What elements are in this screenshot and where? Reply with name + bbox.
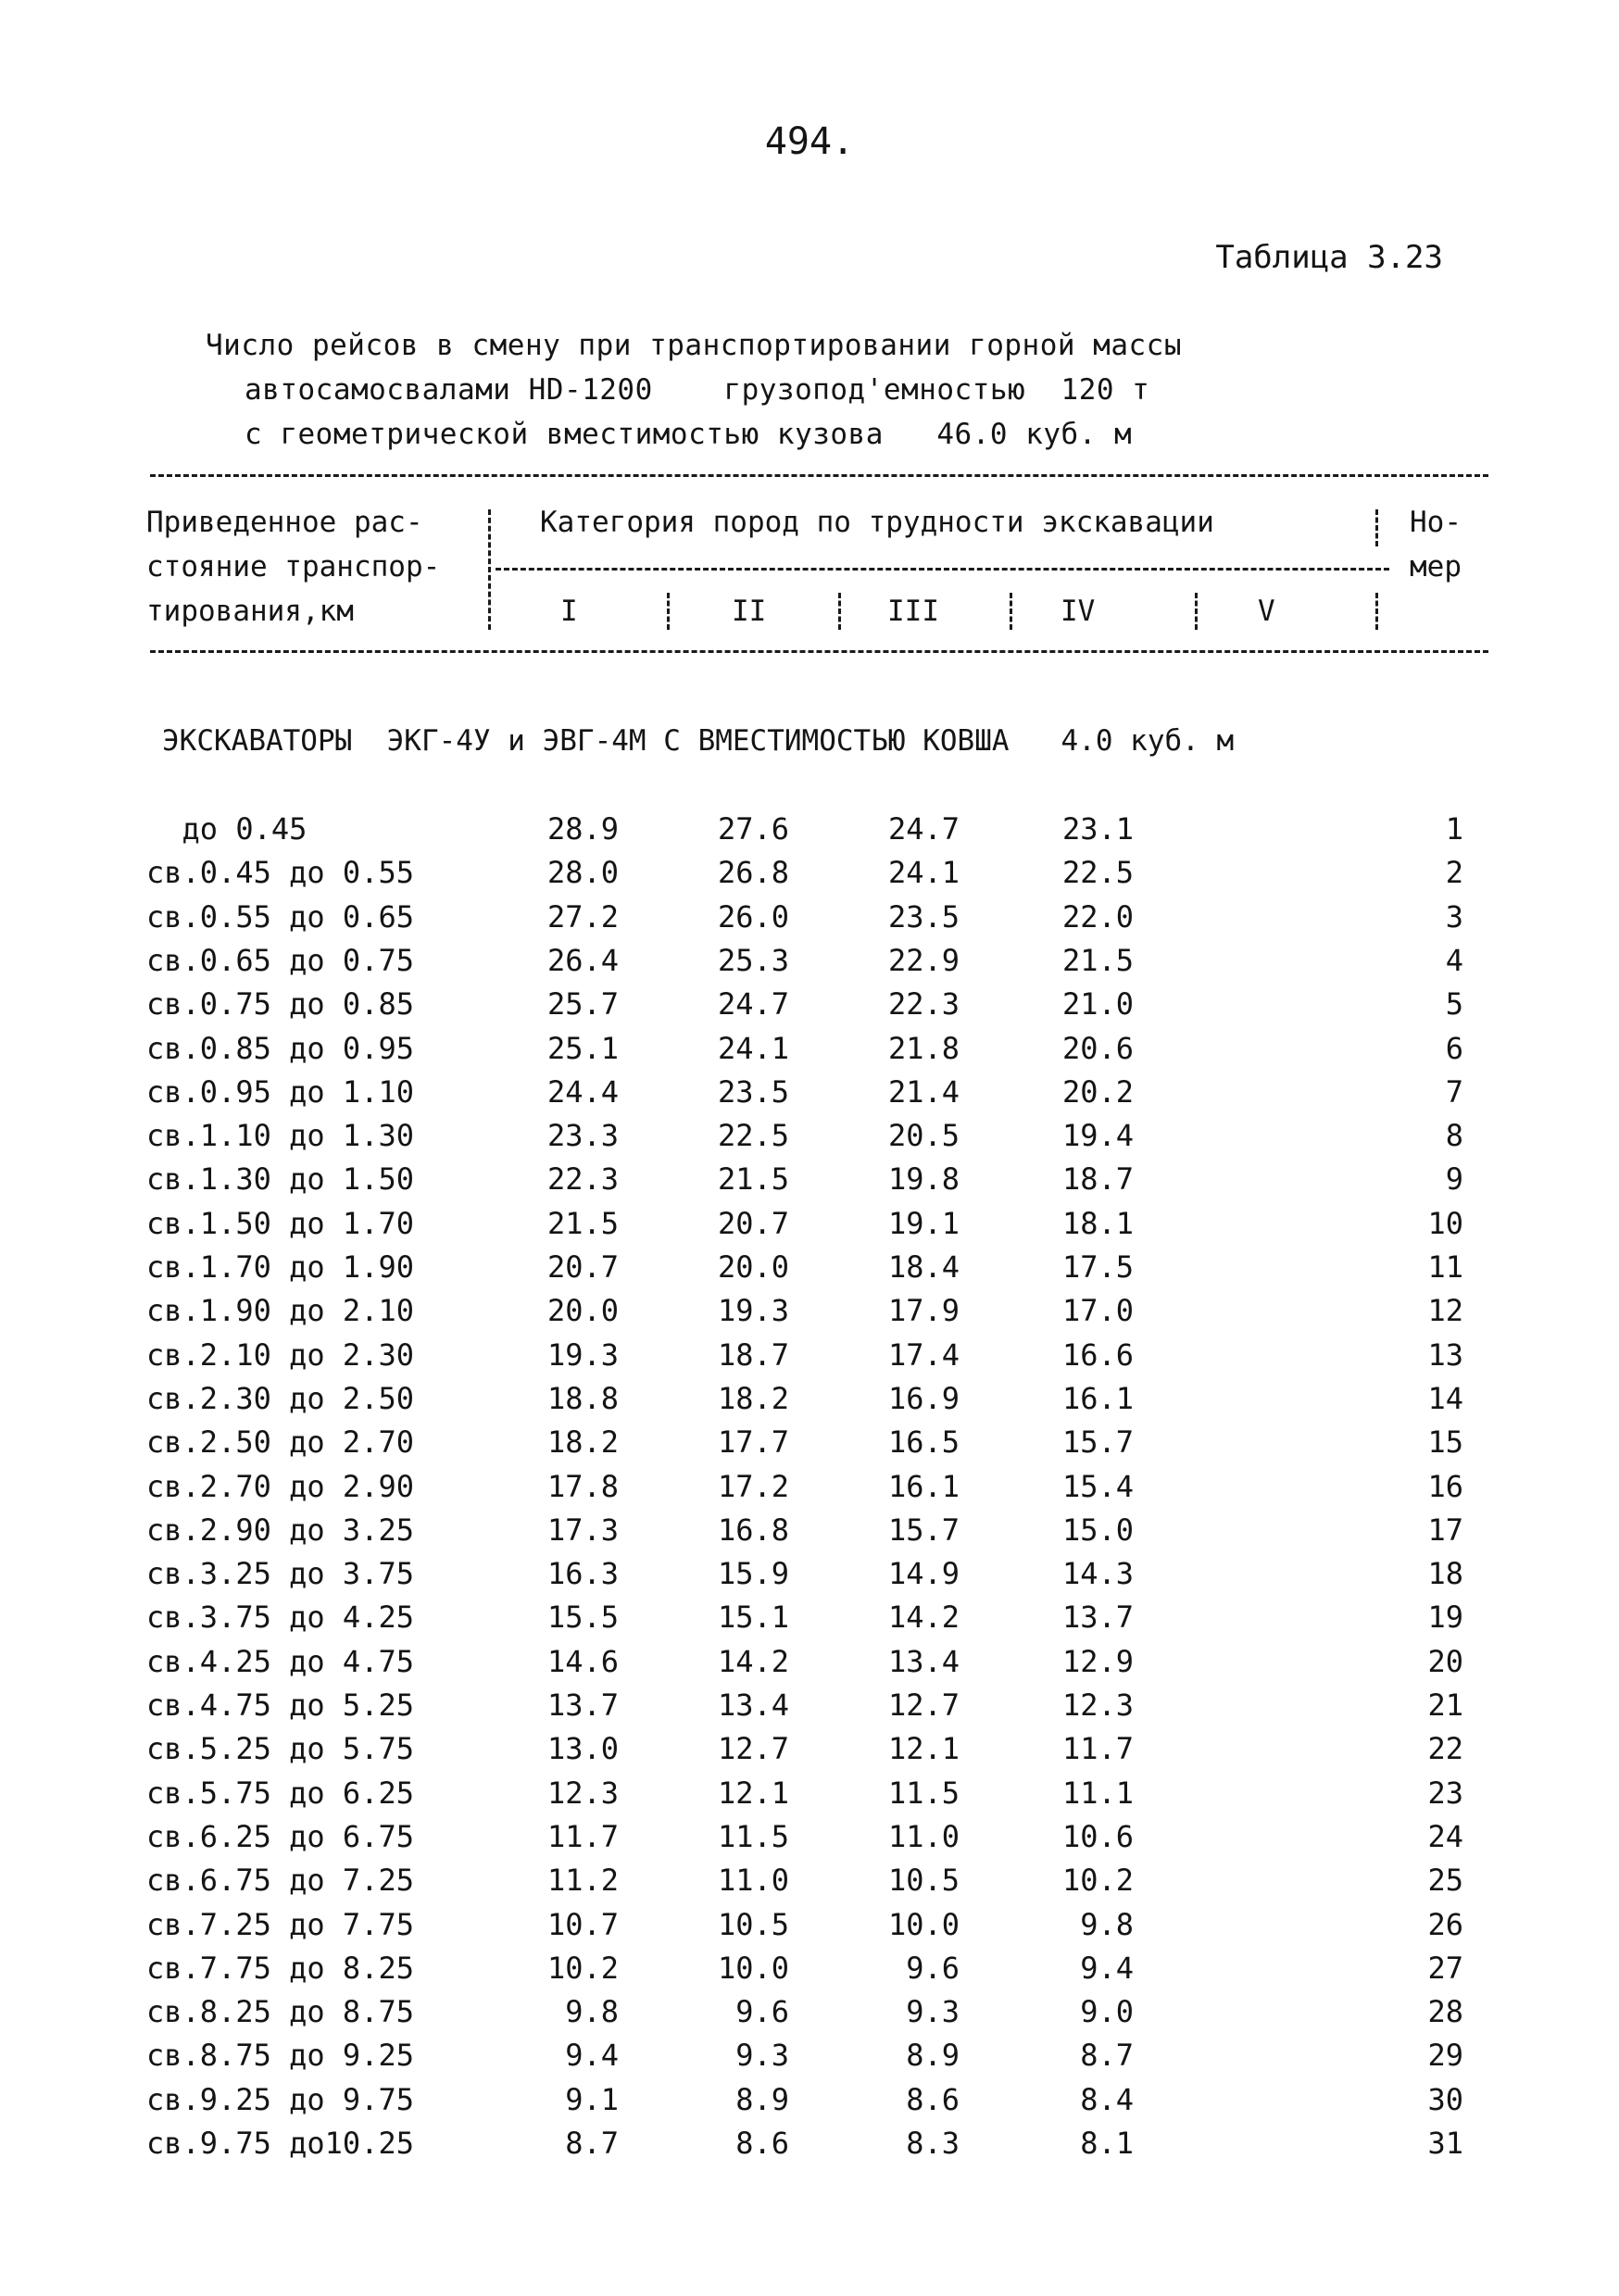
distance-range: св.1.30 до 1.50: [146, 1161, 414, 1198]
trips-category-3: 16.5: [887, 1424, 960, 1461]
trips-category-3: 15.7: [887, 1512, 960, 1548]
trips-category-3: 11.0: [887, 1818, 960, 1854]
trips-category-1: 28.9: [546, 811, 619, 847]
category-II: II: [732, 595, 767, 628]
trips-category-2: 24.1: [717, 1030, 789, 1066]
trips-category-2: 21.5: [717, 1161, 789, 1198]
trips-category-4: 11.1: [1061, 1775, 1134, 1811]
table-row: [0, 2126, 1619, 2169]
row-number: 25: [1427, 1863, 1463, 1899]
trips-category-1: 11.7: [546, 1818, 619, 1854]
table-row: [0, 1206, 1619, 1249]
trips-category-1: 25.1: [546, 1030, 619, 1066]
trips-category-4: 20.6: [1061, 1030, 1134, 1066]
row-number: 16: [1427, 1468, 1463, 1504]
row-number: 7: [1445, 1073, 1463, 1110]
header-divider-3: [1010, 593, 1012, 630]
row-number: 17: [1427, 1512, 1463, 1548]
trips-category-4: 18.7: [1061, 1161, 1134, 1198]
table-title-line-1: Число рейсов в смену при транспортировании горной массы: [206, 329, 1182, 362]
trips-category-1: 8.7: [565, 2126, 619, 2161]
trips-category-1: 22.3: [546, 1161, 619, 1198]
distance-header-line-2: стояние транспор-: [146, 550, 441, 583]
header-bottom-rule: [150, 650, 1488, 653]
distance-range: св.6.75 до 7.25: [146, 1863, 414, 1899]
trips-category-3: 17.9: [887, 1293, 960, 1329]
table-row: [0, 2038, 1619, 2081]
row-number: 20: [1427, 1643, 1463, 1679]
trips-category-1: 16.3: [546, 1556, 619, 1592]
trips-category-1: 15.5: [546, 1600, 619, 1636]
trips-category-3: 24.7: [887, 811, 960, 847]
distance-range: до 0.45: [146, 811, 307, 847]
trips-category-2: 10.5: [717, 1906, 789, 1942]
trips-category-2: 26.8: [717, 855, 789, 891]
table-row: [0, 1381, 1619, 1424]
trips-category-2: 9.3: [735, 2038, 789, 2074]
trips-category-3: 8.3: [906, 2126, 960, 2161]
distance-range: св.9.75 до10.25: [146, 2126, 414, 2161]
trips-category-3: 22.9: [887, 942, 960, 978]
distance-range: св.0.75 до 0.85: [146, 986, 414, 1023]
distance-range: св.8.25 до 8.75: [146, 1994, 414, 2030]
trips-category-1: 21.5: [546, 1205, 619, 1241]
row-number: 13: [1427, 1336, 1463, 1373]
trips-category-1: 26.4: [546, 942, 619, 978]
trips-category-4: 16.1: [1061, 1380, 1134, 1416]
row-number: 1: [1445, 811, 1463, 847]
row-number: 18: [1427, 1556, 1463, 1592]
trips-category-1: 28.0: [546, 855, 619, 891]
row-number: 15: [1427, 1424, 1463, 1461]
table-row: [0, 1731, 1619, 1775]
trips-category-4: 22.5: [1061, 855, 1134, 891]
row-number: 31: [1427, 2126, 1463, 2161]
trips-category-2: 23.5: [717, 1073, 789, 1110]
trips-category-2: 12.7: [717, 1731, 789, 1767]
distance-range: св.2.10 до 2.30: [146, 1336, 414, 1373]
category-sub-rule: [496, 568, 1389, 571]
trips-category-2: 24.7: [717, 986, 789, 1023]
row-number: 23: [1427, 1775, 1463, 1811]
trips-category-2: 9.6: [735, 1994, 789, 2030]
trips-category-2: 15.9: [717, 1556, 789, 1592]
trips-category-1: 9.8: [565, 1994, 619, 2030]
row-number: 4: [1445, 942, 1463, 978]
trips-category-2: 10.0: [717, 1950, 789, 1986]
row-number: 3: [1445, 898, 1463, 935]
table-row: [0, 1249, 1619, 1293]
header-divider-number-top: [1375, 509, 1378, 546]
row-number: 29: [1427, 2038, 1463, 2074]
trips-category-3: 19.1: [887, 1205, 960, 1241]
trips-category-4: 8.7: [1080, 2038, 1134, 2074]
trips-category-3: 16.1: [887, 1468, 960, 1504]
trips-category-4: 17.0: [1061, 1293, 1134, 1329]
trips-category-4: 13.7: [1061, 1600, 1134, 1636]
category-header: Категория пород по трудности экскавации: [540, 506, 1214, 539]
trips-category-2: 17.2: [717, 1468, 789, 1504]
number-header-line-2: мер: [1410, 550, 1462, 583]
table-row: [0, 1994, 1619, 2038]
trips-category-2: 11.0: [717, 1863, 789, 1899]
section-title: ЭКСКАВАТОРЫ ЭКГ-4У и ЭВГ-4М С ВМЕСТИМОСТЬЮ КОВША 4.0 куб. м: [162, 724, 1235, 758]
distance-range: св.7.75 до 8.25: [146, 1950, 414, 1986]
trips-category-3: 23.5: [887, 898, 960, 935]
trips-category-3: 10.5: [887, 1863, 960, 1899]
trips-category-1: 13.7: [546, 1687, 619, 1723]
trips-category-3: 20.5: [887, 1118, 960, 1154]
row-number: 21: [1427, 1687, 1463, 1723]
row-number: 11: [1427, 1249, 1463, 1285]
trips-category-2: 20.7: [717, 1205, 789, 1241]
trips-category-1: 19.3: [546, 1336, 619, 1373]
trips-category-2: 8.6: [735, 2126, 789, 2161]
trips-category-2: 26.0: [717, 898, 789, 935]
trips-category-3: 16.9: [887, 1380, 960, 1416]
trips-category-3: 12.1: [887, 1731, 960, 1767]
header-divider-2: [838, 593, 841, 630]
distance-range: св.8.75 до 9.25: [146, 2038, 414, 2074]
trips-category-3: 22.3: [887, 986, 960, 1023]
trips-category-4: 14.3: [1061, 1556, 1134, 1592]
table-row: [0, 1907, 1619, 1951]
table-row: [0, 1644, 1619, 1687]
trips-category-1: 9.4: [565, 2038, 619, 2074]
row-number: 30: [1427, 2081, 1463, 2117]
trips-category-2: 16.8: [717, 1512, 789, 1548]
distance-range: св.0.55 до 0.65: [146, 898, 414, 935]
trips-category-3: 9.6: [906, 1950, 960, 1986]
row-number: 26: [1427, 1906, 1463, 1942]
table-row: [0, 943, 1619, 986]
trips-category-2: 17.7: [717, 1424, 789, 1461]
distance-range: св.9.25 до 9.75: [146, 2081, 414, 2117]
trips-category-3: 14.9: [887, 1556, 960, 1592]
trips-category-3: 21.4: [887, 1073, 960, 1110]
trips-category-1: 18.2: [546, 1424, 619, 1461]
distance-range: св.1.10 до 1.30: [146, 1118, 414, 1154]
table-row: [0, 855, 1619, 898]
distance-range: св.5.75 до 6.25: [146, 1775, 414, 1811]
trips-category-1: 27.2: [546, 898, 619, 935]
trips-category-2: 14.2: [717, 1643, 789, 1679]
row-number: 2: [1445, 855, 1463, 891]
trips-category-1: 9.1: [565, 2081, 619, 2117]
distance-range: св.0.95 до 1.10: [146, 1073, 414, 1110]
trips-category-1: 10.2: [546, 1950, 619, 1986]
table-row: [0, 811, 1619, 855]
trips-category-2: 13.4: [717, 1687, 789, 1723]
trips-category-2: 8.9: [735, 2081, 789, 2117]
trips-category-4: 9.0: [1080, 1994, 1134, 2030]
trips-category-1: 17.3: [546, 1512, 619, 1548]
trips-category-1: 18.8: [546, 1380, 619, 1416]
distance-header-line-3: тирования,км: [146, 595, 354, 628]
trips-category-4: 9.4: [1080, 1950, 1134, 1986]
distance-range: св.2.90 до 3.25: [146, 1512, 414, 1548]
distance-range: св.1.50 до 1.70: [146, 1205, 414, 1241]
trips-category-1: 17.8: [546, 1468, 619, 1504]
table-row: [0, 1687, 1619, 1731]
distance-range: св.4.75 до 5.25: [146, 1687, 414, 1723]
distance-range: св.2.70 до 2.90: [146, 1468, 414, 1504]
trips-category-4: 12.3: [1061, 1687, 1134, 1723]
trips-category-4: 8.1: [1080, 2126, 1134, 2161]
trips-category-1: 12.3: [546, 1775, 619, 1811]
trips-category-4: 20.2: [1061, 1073, 1134, 1110]
distance-range: св.5.25 до 5.75: [146, 1731, 414, 1767]
trips-category-2: 19.3: [717, 1293, 789, 1329]
trips-category-2: 27.6: [717, 811, 789, 847]
row-number: 8: [1445, 1118, 1463, 1154]
trips-category-3: 19.8: [887, 1161, 960, 1198]
trips-category-4: 23.1: [1061, 811, 1134, 847]
trips-category-1: 24.4: [546, 1073, 619, 1110]
table-row: [0, 1074, 1619, 1118]
trips-category-4: 16.6: [1061, 1336, 1134, 1373]
trips-category-3: 17.4: [887, 1336, 960, 1373]
header-divider-number-bottom: [1375, 593, 1378, 630]
table-row: [0, 986, 1619, 1030]
distance-range: св.3.75 до 4.25: [146, 1600, 414, 1636]
trips-category-3: 9.3: [906, 1994, 960, 2030]
trips-category-3: 10.0: [887, 1906, 960, 1942]
distance-range: св.2.30 до 2.50: [146, 1380, 414, 1416]
trips-category-4: 15.4: [1061, 1468, 1134, 1504]
category-III: III: [887, 595, 939, 628]
row-number: 12: [1427, 1293, 1463, 1329]
distance-range: св.1.90 до 2.10: [146, 1293, 414, 1329]
trips-category-4: 11.7: [1061, 1731, 1134, 1767]
trips-category-2: 20.0: [717, 1249, 789, 1285]
trips-category-4: 12.9: [1061, 1643, 1134, 1679]
trips-category-2: 11.5: [717, 1818, 789, 1854]
trips-category-4: 15.0: [1061, 1512, 1134, 1548]
header-divider-4: [1195, 593, 1198, 630]
trips-category-2: 25.3: [717, 942, 789, 978]
trips-category-1: 10.7: [546, 1906, 619, 1942]
trips-category-4: 21.0: [1061, 986, 1134, 1023]
trips-category-1: 20.7: [546, 1249, 619, 1285]
distance-range: св.0.45 до 0.55: [146, 855, 414, 891]
header-divider-1: [667, 593, 670, 630]
trips-category-3: 11.5: [887, 1775, 960, 1811]
distance-range: св.1.70 до 1.90: [146, 1249, 414, 1285]
distance-range: св.3.25 до 3.75: [146, 1556, 414, 1592]
trips-category-3: 14.2: [887, 1600, 960, 1636]
row-number: 10: [1427, 1205, 1463, 1241]
table-row: [0, 899, 1619, 943]
table-row: [0, 1161, 1619, 1205]
trips-category-3: 8.6: [906, 2081, 960, 2117]
table-row: [0, 1819, 1619, 1863]
row-number: 27: [1427, 1950, 1463, 1986]
row-number: 6: [1445, 1030, 1463, 1066]
row-number: 19: [1427, 1600, 1463, 1636]
table-row: [0, 2082, 1619, 2126]
table-row: [0, 1863, 1619, 1906]
table-row: [0, 1118, 1619, 1161]
table-row: [0, 1031, 1619, 1074]
page-number: 494.: [764, 120, 855, 163]
trips-category-1: 25.7: [546, 986, 619, 1023]
trips-category-1: 20.0: [546, 1293, 619, 1329]
trips-category-4: 10.2: [1061, 1863, 1134, 1899]
row-number: 5: [1445, 986, 1463, 1023]
trips-category-4: 15.7: [1061, 1424, 1134, 1461]
trips-category-4: 8.4: [1080, 2081, 1134, 2117]
category-V: V: [1258, 595, 1275, 628]
trips-category-2: 18.2: [717, 1380, 789, 1416]
distance-header-line-1: Приведенное рас-: [146, 506, 423, 539]
row-number: 22: [1427, 1731, 1463, 1767]
table-row: [0, 1951, 1619, 1994]
distance-range: св.4.25 до 4.75: [146, 1643, 414, 1679]
row-number: 28: [1427, 1994, 1463, 2030]
row-number: 14: [1427, 1380, 1463, 1416]
table-row: [0, 1424, 1619, 1468]
table-row: [0, 1469, 1619, 1512]
distance-range: св.0.85 до 0.95: [146, 1030, 414, 1066]
trips-category-1: 11.2: [546, 1863, 619, 1899]
trips-category-4: 9.8: [1080, 1906, 1134, 1942]
distance-range: св.6.25 до 6.75: [146, 1818, 414, 1854]
header-divider-distance: [488, 509, 491, 630]
table-title-line-3: с геометрической вместимостью кузова 46.0 куб. м: [245, 418, 1133, 451]
table-label: Таблица 3.23: [1215, 239, 1443, 276]
trips-category-2: 12.1: [717, 1775, 789, 1811]
table-row: [0, 1337, 1619, 1381]
table-title-line-2: автосамосвалами HD-1200 грузопод'емностью 120 т: [245, 373, 1150, 407]
trips-category-1: 13.0: [546, 1731, 619, 1767]
trips-category-2: 18.7: [717, 1336, 789, 1373]
trips-category-2: 15.1: [717, 1600, 789, 1636]
trips-category-3: 18.4: [887, 1249, 960, 1285]
trips-category-3: 13.4: [887, 1643, 960, 1679]
distance-range: св.2.50 до 2.70: [146, 1424, 414, 1461]
trips-category-2: 22.5: [717, 1118, 789, 1154]
trips-category-4: 18.1: [1061, 1205, 1134, 1241]
header-top-rule: [150, 474, 1488, 477]
row-number: 9: [1445, 1161, 1463, 1198]
row-number: 24: [1427, 1818, 1463, 1854]
trips-category-4: 19.4: [1061, 1118, 1134, 1154]
trips-category-3: 24.1: [887, 855, 960, 891]
trips-category-3: 21.8: [887, 1030, 960, 1066]
trips-category-4: 21.5: [1061, 942, 1134, 978]
table-row: [0, 1775, 1619, 1819]
distance-range: св.0.65 до 0.75: [146, 942, 414, 978]
trips-category-1: 23.3: [546, 1118, 619, 1154]
category-IV: IV: [1061, 595, 1096, 628]
trips-category-4: 22.0: [1061, 898, 1134, 935]
table-row: [0, 1512, 1619, 1556]
table-row: [0, 1556, 1619, 1600]
number-header-line-1: Но-: [1410, 506, 1462, 539]
trips-category-3: 12.7: [887, 1687, 960, 1723]
category-I: I: [560, 595, 578, 628]
trips-category-4: 10.6: [1061, 1818, 1134, 1854]
trips-category-4: 17.5: [1061, 1249, 1134, 1285]
trips-category-3: 8.9: [906, 2038, 960, 2074]
trips-category-1: 14.6: [546, 1643, 619, 1679]
distance-range: св.7.25 до 7.75: [146, 1906, 414, 1942]
table-row: [0, 1293, 1619, 1336]
table-row: [0, 1600, 1619, 1643]
